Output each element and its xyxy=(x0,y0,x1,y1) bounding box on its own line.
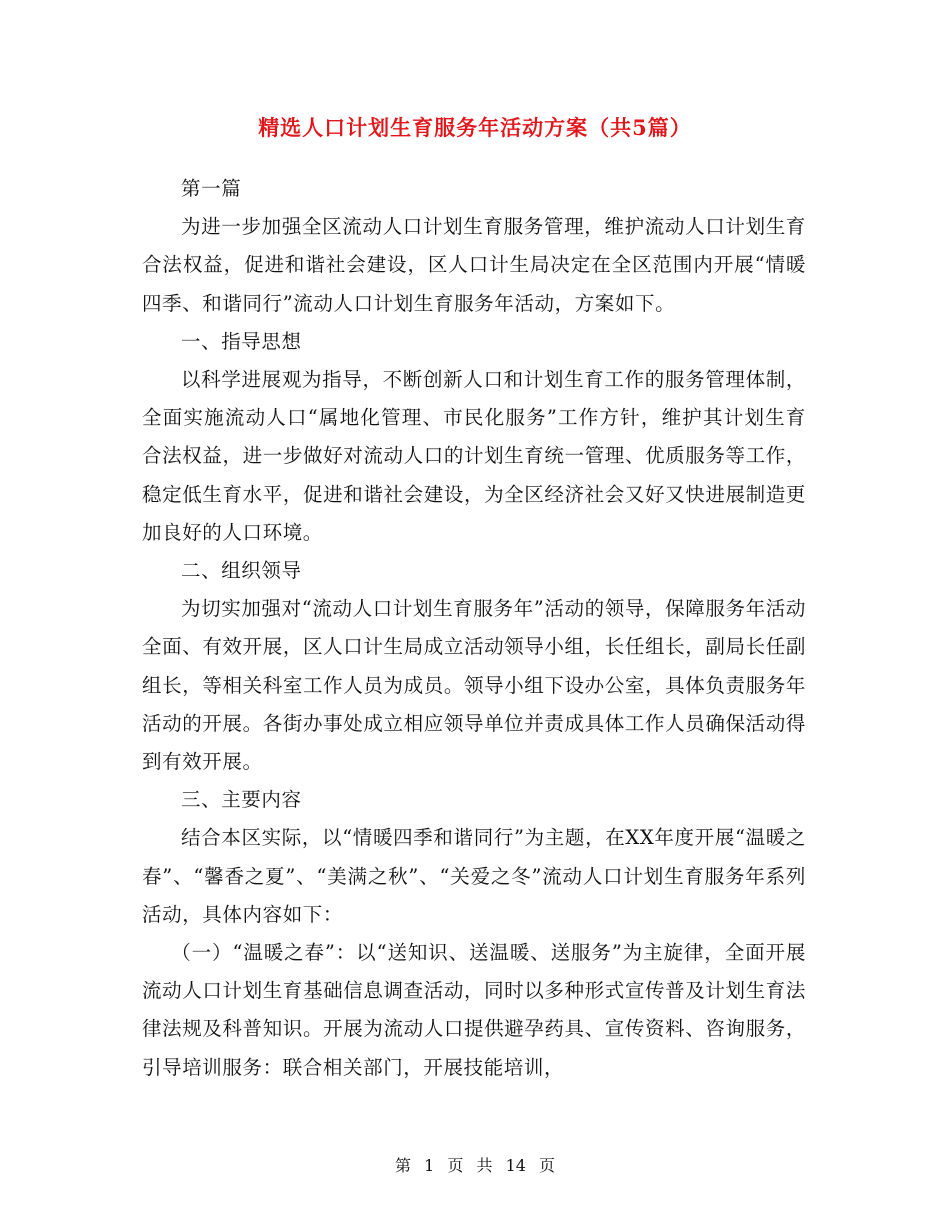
section-label-first: 第一篇 xyxy=(181,177,242,200)
footer-current-page: 1 xyxy=(424,1156,435,1175)
main-content-paragraph: 结合本区实际，以“情暖四季和谐同行”为主题，在XX年度开展“温暖之春”、“馨香之夏”、“美满之秋”、“关爱之冬”流动人口计划生育服务年系列活动，具体内容如下： xyxy=(142,826,806,926)
footer-total-word: 共 xyxy=(476,1156,493,1175)
footer-suffix: 页 xyxy=(539,1156,556,1175)
footer-total-pages: 14 xyxy=(505,1156,526,1175)
guiding-thought-paragraph: 以科学进展观为指导，不断创新人口和计划生育工作的服务管理体制，全面实施流动人口“属地化管理、市民化服务”工作方针，维护其计划生育合法权益，进一步做好对流动人口的计划生育统一管理、优质服务等工作，稳定低生育水平，促进和谐社会建设，为全区经济社会又好又快进展制造更加良好的人口环境。 xyxy=(142,368,806,544)
page-footer xyxy=(0,1156,950,1176)
heading-organization: 二、组织领导 xyxy=(181,559,302,583)
organization-paragraph: 为切实加强对“流动人口计划生育服务年”活动的领导，保障服务年活动全面、有效开展，区人口计生局成立活动领导小组，长任组长，副局长任副组长，等相关科室工作人员为成员。领导小组下设办公室，具体负责服务年活动的开展。各街办事处成立相应领导单位并责成具体工作人员确保活动得到有效开展。 xyxy=(142,597,806,774)
spring-activity-paragraph: （一）“温暖之春”：以“送知识、送温暖、送服务”为主旋律，全面开展流动人口计划生育基础信息调查活动，同时以多种形式宣传普及计划生育法律法规及科普知识。开展为流动人口提供避孕药具、宣传资料、咨询服务，引导培训服务：联合相关部门，开展技能培训， xyxy=(142,941,806,1079)
document-body xyxy=(142,170,806,1087)
footer-prefix: 第 xyxy=(394,1156,411,1175)
intro-paragraph: 为进一步加强全区流动人口计划生育服务管理，维护流动人口计划生育合法权益，促进和谐社会建设，区人口计生局决定在全区范围内开展“情暖四季、和谐同行”流动人口计划生育服务年活动，方案如下。 xyxy=(142,215,806,315)
document-title: 精选人口计划生育服务年活动方案（共5篇） xyxy=(258,115,692,140)
footer-page-word: 页 xyxy=(447,1156,464,1175)
heading-main-content: 三、主要内容 xyxy=(181,788,302,812)
heading-guiding-thought: 一、指导思想 xyxy=(181,329,302,353)
